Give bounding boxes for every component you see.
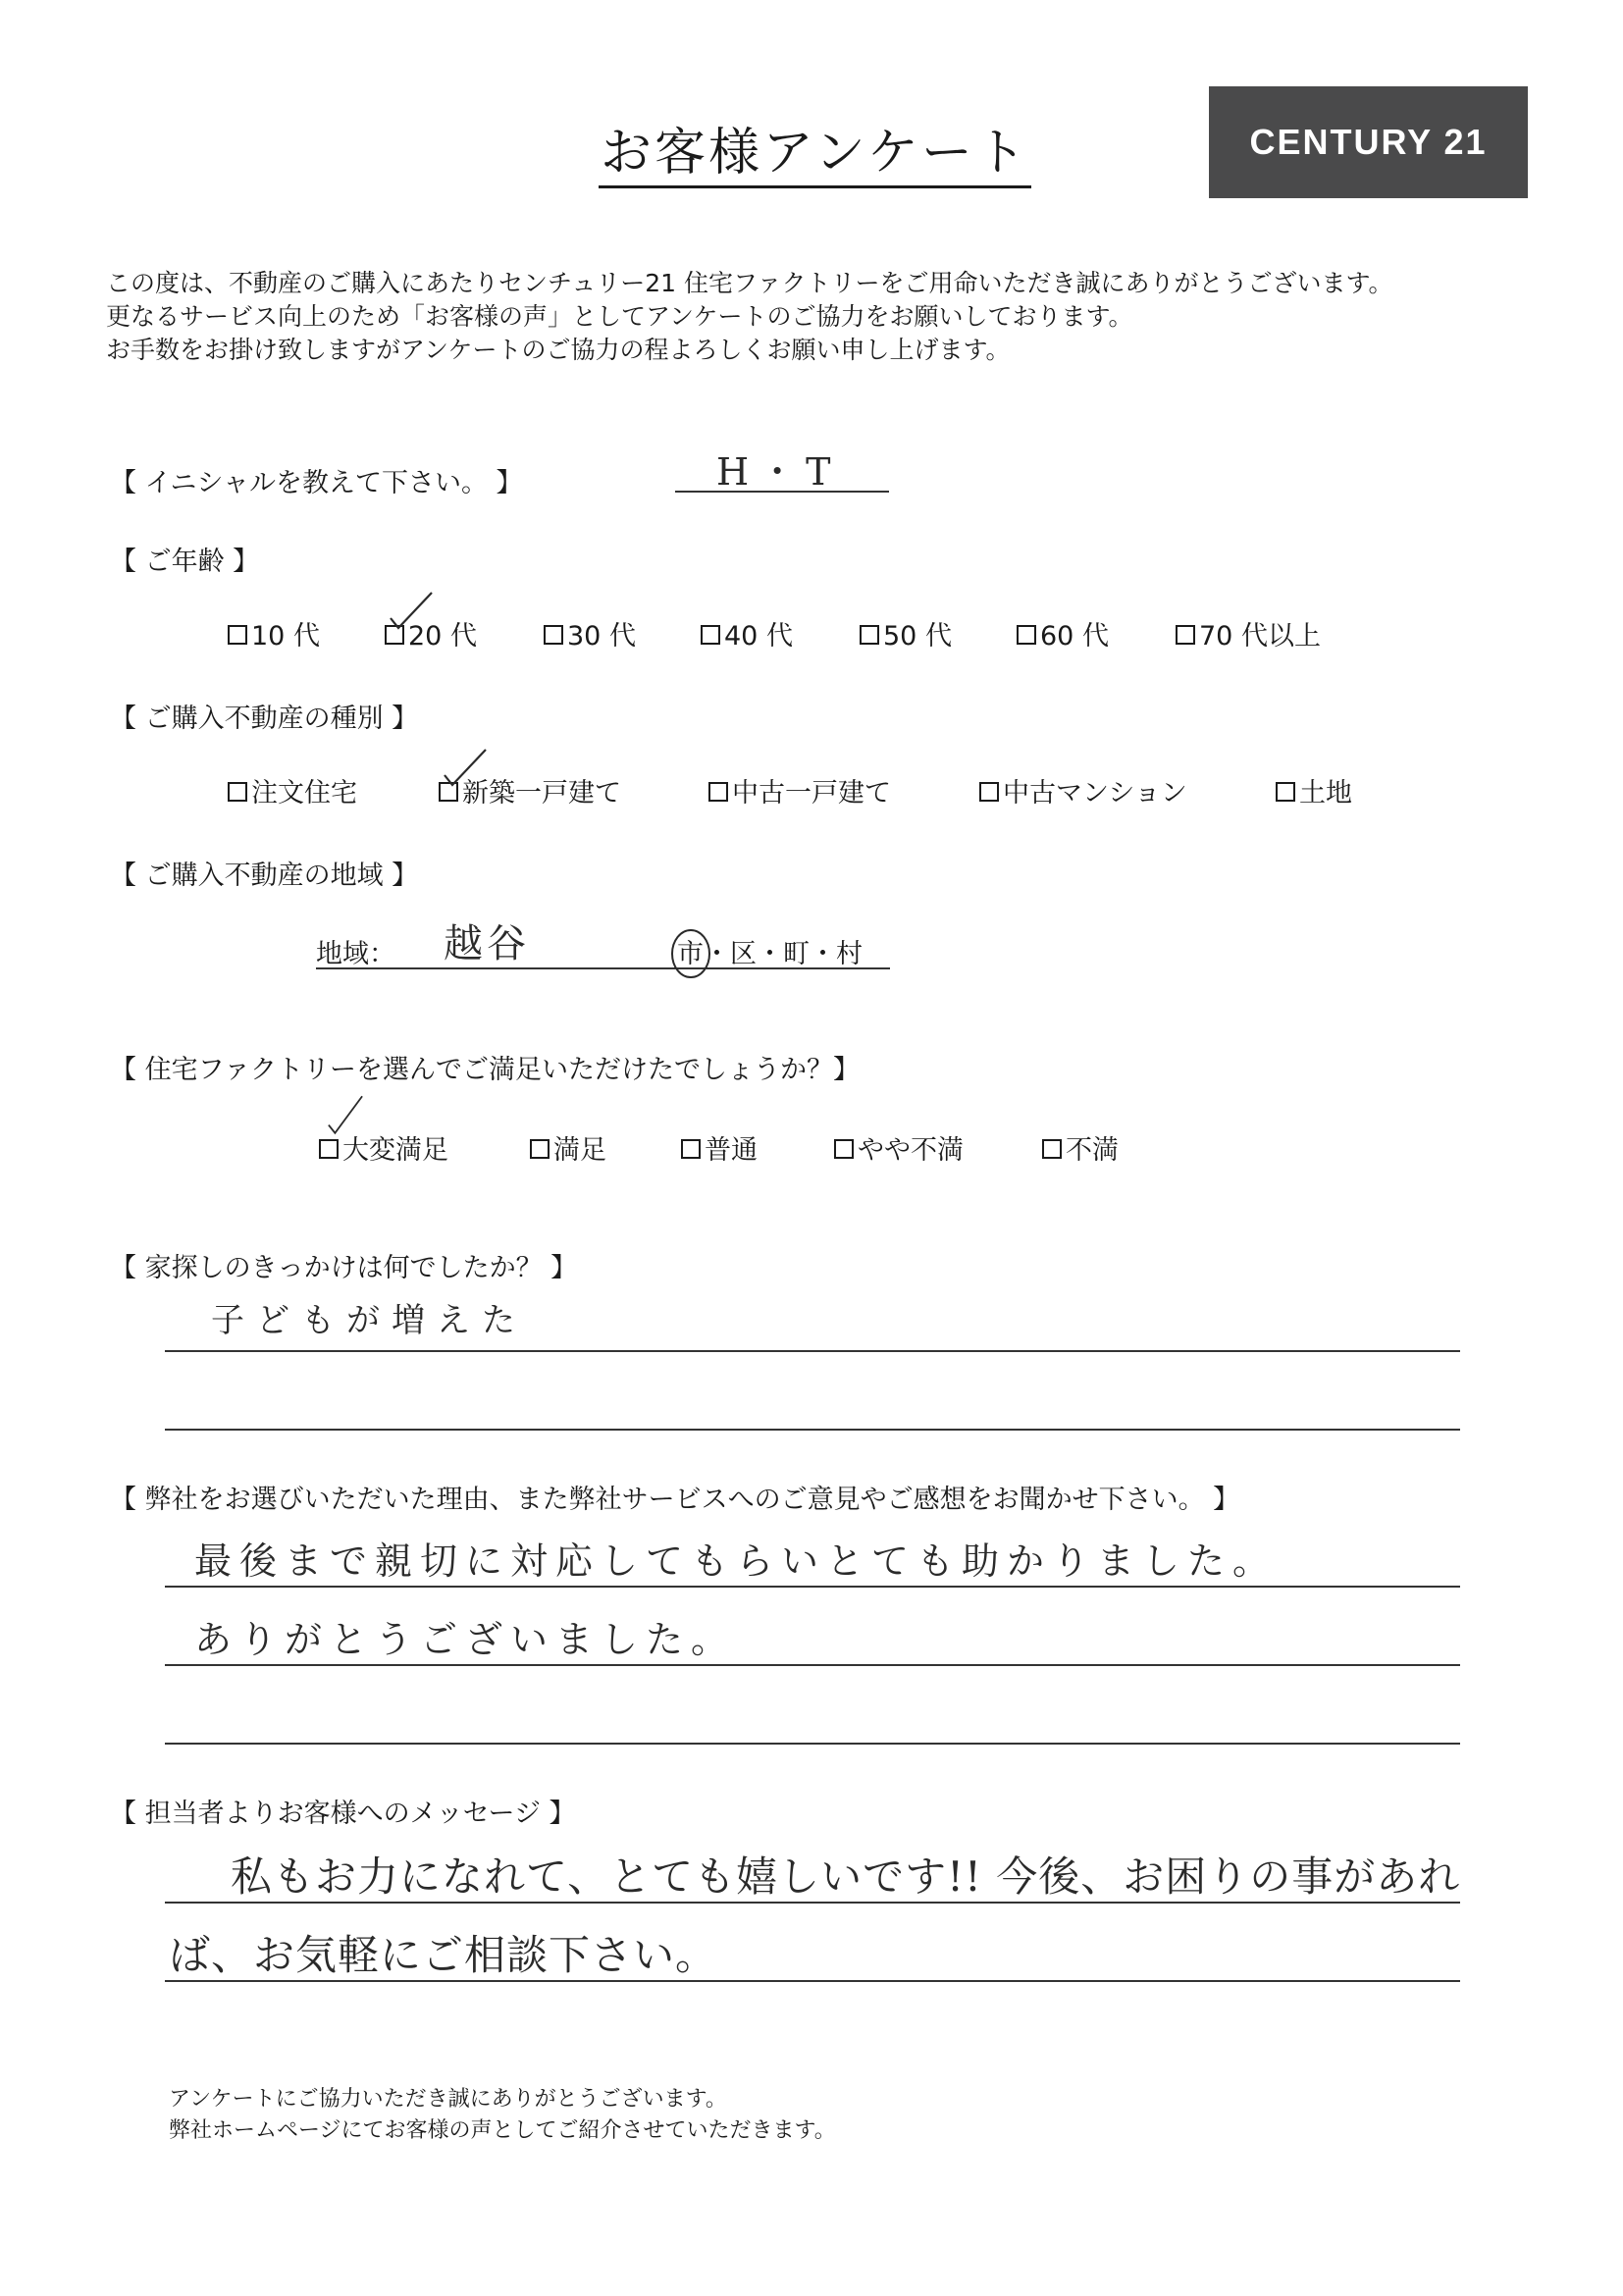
initials-underline	[675, 491, 889, 493]
type-option-used-house[interactable]: 中古一戸建て	[708, 771, 979, 809]
answer-line	[165, 1743, 1460, 1745]
age-option-10[interactable]: 10 代	[228, 614, 385, 652]
satisfaction-options	[319, 1128, 1119, 1167]
checkbox[interactable]	[544, 625, 563, 645]
checkbox[interactable]	[979, 782, 999, 802]
initials-answer[interactable]: H・T	[716, 450, 841, 494]
checkbox[interactable]	[1276, 782, 1295, 802]
satisfaction-neutral[interactable]: 普通	[681, 1128, 834, 1167]
unit-town[interactable]: 町	[783, 939, 810, 969]
page-title: お客様アンケート	[599, 126, 1031, 188]
answer-line	[165, 1664, 1460, 1666]
satisfaction-satisfied[interactable]: 満足	[530, 1128, 681, 1167]
checkbox[interactable]	[228, 782, 247, 802]
unit-village[interactable]: 村	[836, 939, 863, 969]
satisfaction-question: 【 住宅ファクトリーを選んでご満足いただけたでしょうか？】	[110, 1055, 861, 1085]
intro-line: この度は、不動産のご購入にあたりセンチュリー21 住宅ファクトリーをご用命いただき誠にありがとうございます。	[106, 269, 1393, 297]
checkbox[interactable]	[860, 625, 879, 645]
intro-line: お手数をお掛け致しますがアンケートのご協力の程よろしくお願い申し上げます。	[106, 336, 1011, 364]
checkbox[interactable]	[708, 782, 728, 802]
age-option-30[interactable]: 30 代	[544, 614, 701, 652]
message-question: 【 担当者よりお客様へのメッセージ 】	[110, 1799, 576, 1829]
message-answer-line-2[interactable]: ば、お気軽にご相談下さい。	[169, 1931, 718, 1979]
trigger-answer[interactable]: 子どもが増えた	[211, 1301, 527, 1340]
footer-line: アンケートにご協力いただき誠にありがとうございます。	[169, 2087, 727, 2112]
circle-mark-icon	[669, 927, 712, 980]
age-options	[228, 614, 1321, 652]
checkbox[interactable]	[1042, 1139, 1062, 1159]
satisfaction-unsatisfied[interactable]: 不満	[1042, 1128, 1119, 1167]
checkbox[interactable]	[530, 1139, 550, 1159]
reason-answer-line-1[interactable]: 最後まで親切に対応してもらいとても助かりました。	[194, 1539, 1279, 1583]
age-option-60[interactable]: 60 代	[1017, 614, 1176, 652]
initials-question: 【 イニシャルを教えて下さい。 】	[110, 468, 523, 498]
checkbox-checked[interactable]	[439, 782, 458, 802]
age-option-40[interactable]: 40 代	[701, 614, 860, 652]
answer-line	[165, 1350, 1460, 1352]
region-question: 【 ご購入不動産の地域 】	[110, 861, 419, 891]
region-field-label: 地域：	[316, 939, 395, 969]
age-question: 【 ご年齢 】	[110, 547, 260, 577]
intro-line: 更なるサービス向上のため「お客様の声」としてアンケートのご協力をお願いしております。	[106, 302, 1133, 331]
age-option-20[interactable]: 20 代	[385, 614, 544, 652]
checkbox[interactable]	[1176, 625, 1195, 645]
footer-line: 弊社ホームページにてお客様の声としてご紹介させていただきます。	[169, 2118, 836, 2143]
type-option-new-house[interactable]: 新築一戸建て	[439, 771, 708, 809]
type-option-used-condo[interactable]: 中古マンション	[979, 771, 1276, 809]
trigger-question: 【 家探しのきっかけは何でしたか？ 】	[110, 1253, 578, 1283]
answer-line	[165, 1980, 1460, 1982]
checkbox-checked[interactable]	[385, 625, 404, 645]
checkbox[interactable]	[701, 625, 720, 645]
message-answer-line-1[interactable]: 私もお力になれて、とても嬉しいです!! 今後、お困りの事があれ	[231, 1852, 1461, 1901]
reason-answer-line-2[interactable]: ありがとうございました。	[194, 1618, 737, 1661]
checkbox-checked[interactable]	[319, 1139, 339, 1159]
answer-line	[165, 1902, 1460, 1904]
intro-text	[106, 267, 1393, 367]
type-option-land[interactable]: 土地	[1276, 771, 1352, 809]
checkbox[interactable]	[1017, 625, 1036, 645]
unit-city[interactable]: 市	[677, 939, 704, 969]
unit-ward[interactable]: 区	[730, 939, 757, 969]
answer-line	[165, 1429, 1460, 1431]
age-option-70-plus[interactable]: 70 代以上	[1176, 614, 1321, 652]
checkbox[interactable]	[834, 1139, 854, 1159]
satisfaction-very-satisfied[interactable]: 大変満足	[319, 1128, 530, 1167]
type-option-custom-home[interactable]: 注文住宅	[228, 771, 439, 809]
answer-line	[165, 1586, 1460, 1588]
region-answer[interactable]: 越谷	[444, 921, 530, 966]
region-units: 市 ・区・町・村	[677, 932, 863, 970]
checkbox[interactable]	[228, 625, 247, 645]
age-option-50[interactable]: 50 代	[860, 614, 1017, 652]
checkbox[interactable]	[681, 1139, 701, 1159]
property-type-question: 【 ご購入不動産の種別 】	[110, 704, 419, 734]
century21-logo: CENTURY 21	[1209, 86, 1528, 198]
property-type-options	[228, 771, 1352, 809]
reason-question: 【 弊社をお選びいただいた理由、また弊社サービスへのご意見やご感想をお聞かせ下さい。 】	[110, 1485, 1240, 1515]
footer-text	[169, 2084, 836, 2147]
satisfaction-somewhat-unsatisfied[interactable]: やや不満	[834, 1128, 1042, 1167]
